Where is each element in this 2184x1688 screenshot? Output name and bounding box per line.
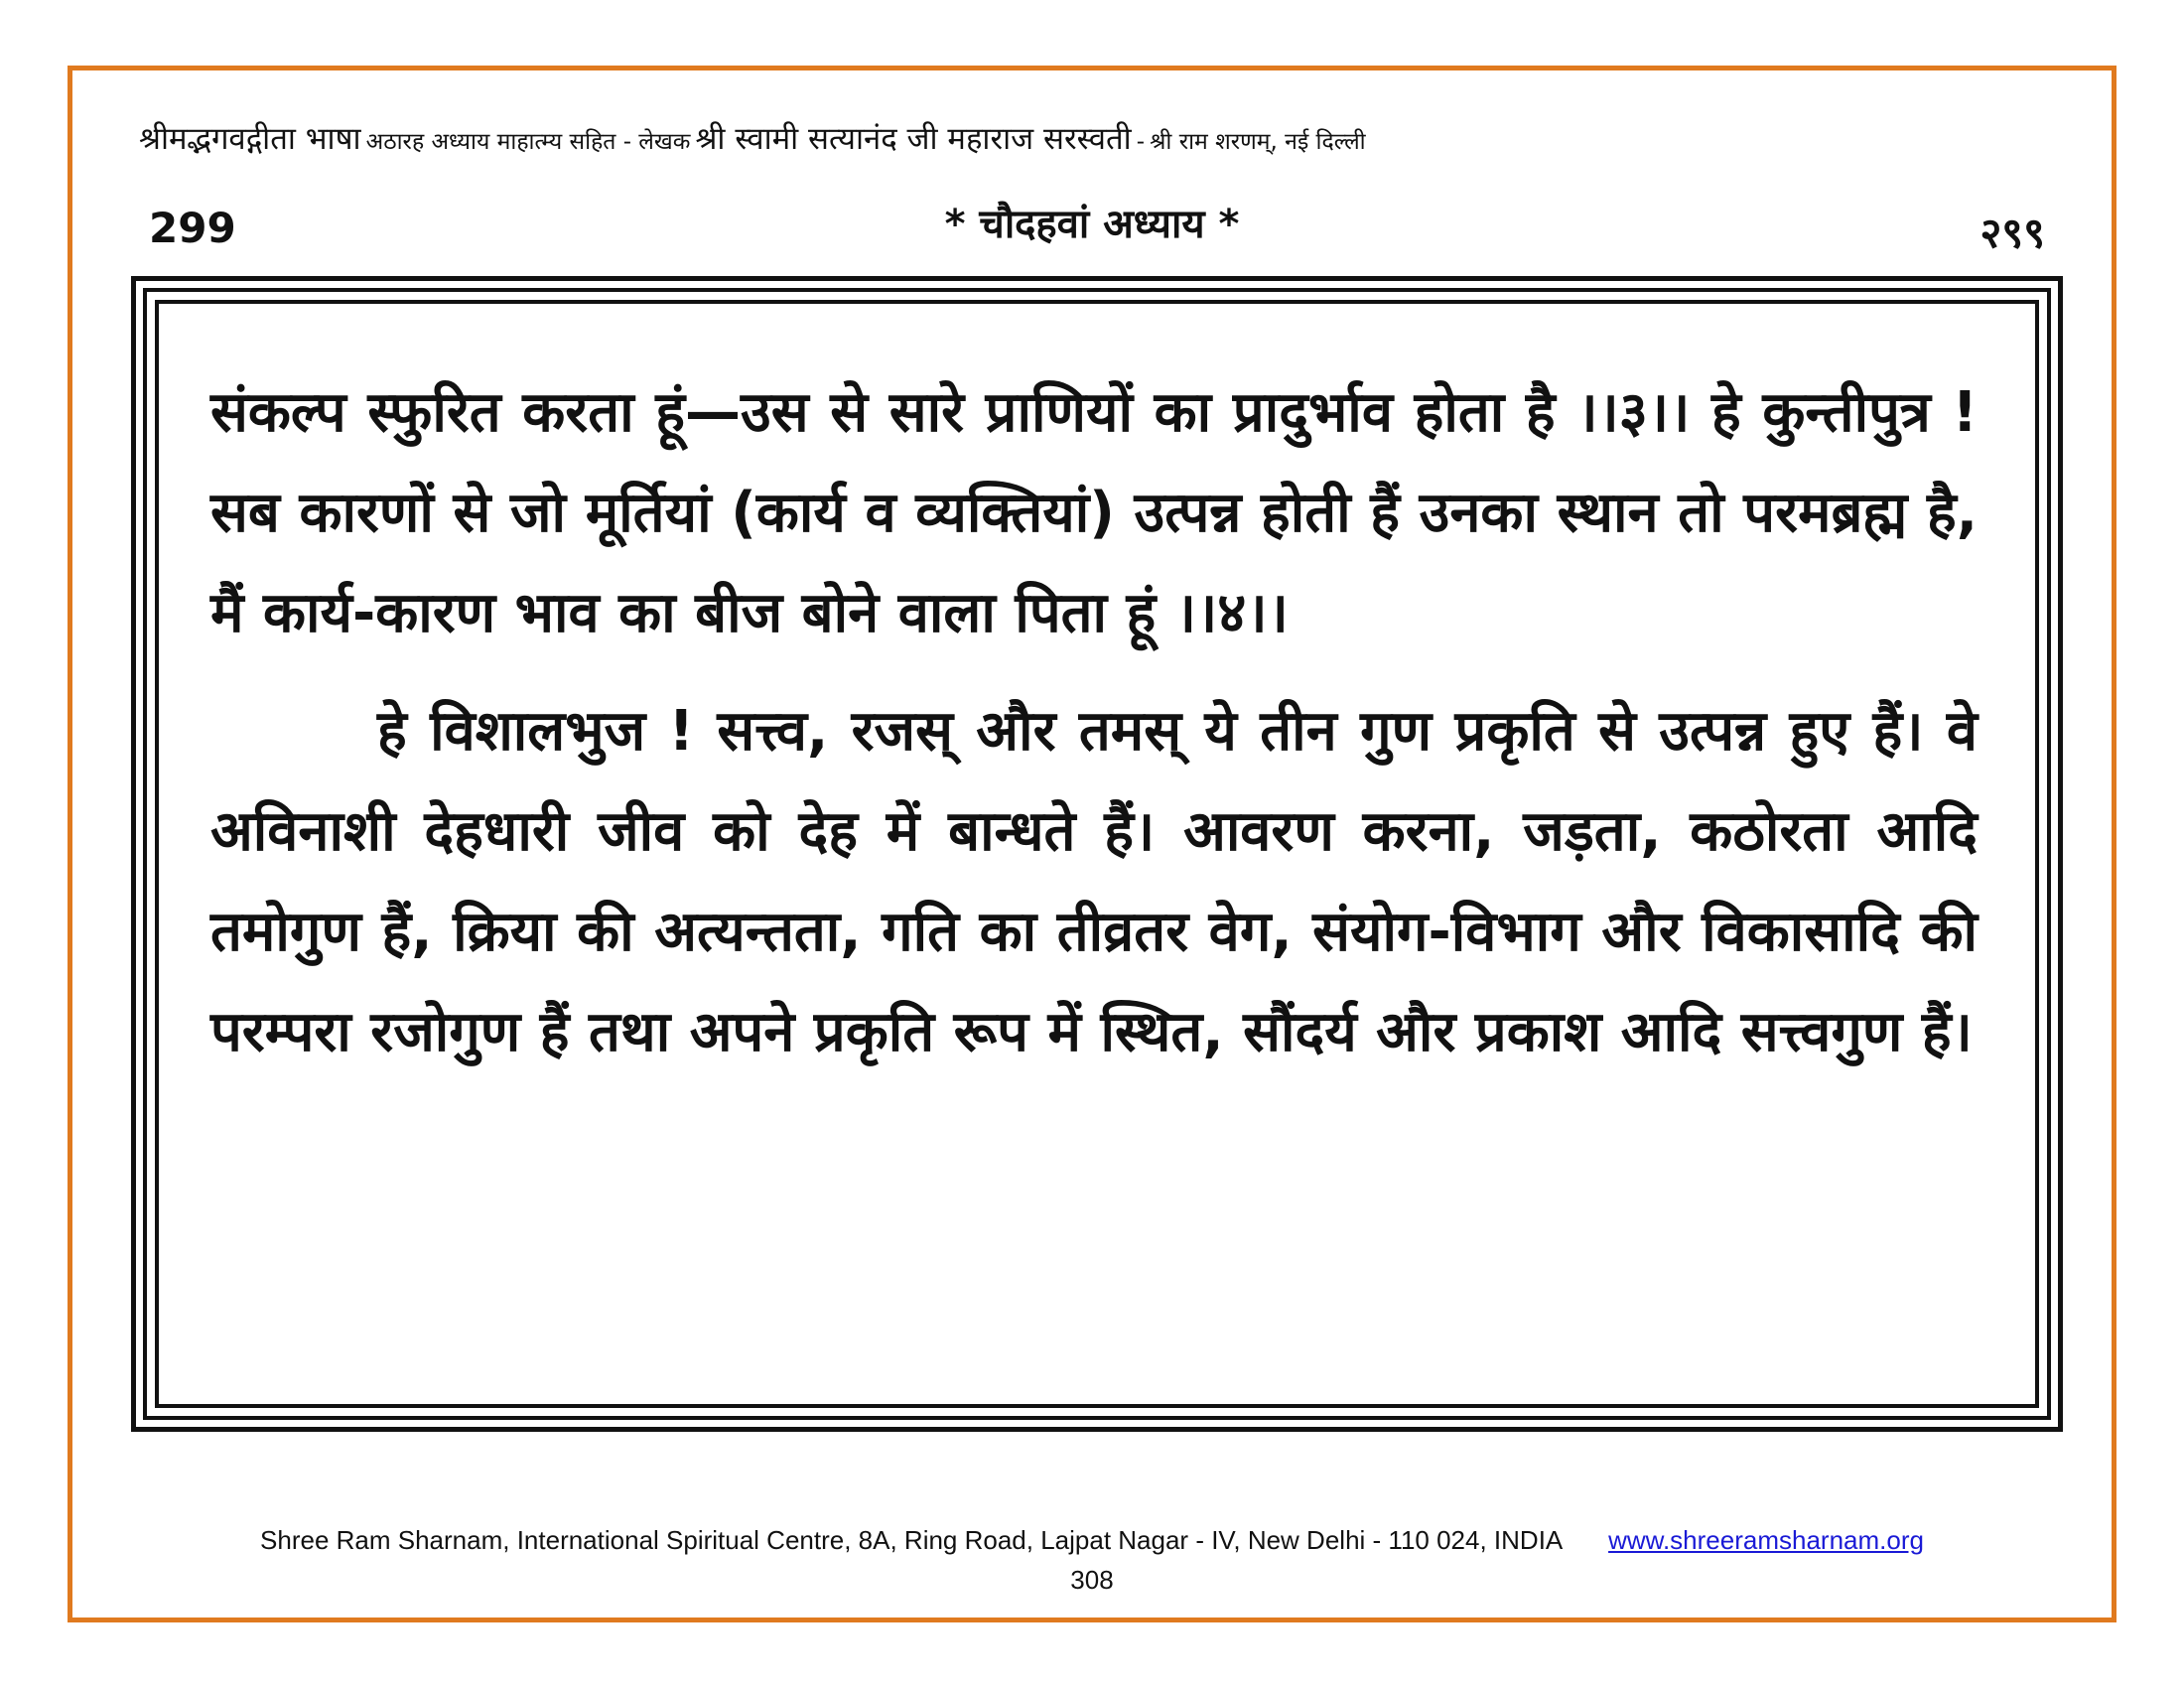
book-publisher: श्री राम शरणम्, नई दिल्ली: [1150, 129, 1366, 155]
page-number-right: २९९: [1979, 209, 2045, 257]
book-header: [139, 117, 2055, 159]
book-title: श्रीमद्भगवद्गीता भाषा: [139, 121, 361, 157]
verse-text-block: [210, 362, 1978, 1082]
chapter-title: * चौदहवां अध्याय *: [944, 202, 1240, 247]
footer-address: Shree Ram Sharnam, International Spiritual Centre, 8A, Ring Road, Lajpat Nagar - IV, New Delhi - 110 024, INDIA: [260, 1525, 1562, 1555]
website-link[interactable]: www.shreeramsharnam.org: [1608, 1525, 1924, 1555]
header-separator: -: [1136, 129, 1146, 155]
footer-page-number: 308: [1070, 1565, 1114, 1595]
verse-paragraph-2: हे विशालभुज ! सत्त्व, रजस् और तमस् ये तीन गुण प्रकृति से उत्पन्न हुए हैं। वे अविनाशी देहधारी जीव को देह में बान्धते हैं। आवरण करना, जड़ता, कठोरता आदि तमोगुण हैं, क्रिया की अत्यन्तता, गति का तीव्रतर वेग, संयोग-विभाग और विकासादि की परम्परा रजोगुण हैं तथा अपने प्रकृति रूप में स्थित, सौंदर्य और प्रकाश आदि सत्त्वगुण हैं।: [210, 699, 1978, 1064]
page-number-left: 299: [149, 204, 236, 252]
verse-paragraph-1: संकल्प स्फुरित करता हूं—उस से सारे प्राणियों का प्रादुर्भाव होता है ।।३।। हे कुन्तीपुत्र ! सब कारणों से जो मूर्तियां (कार्य व व्यक्तियां) उत्पन्न होती हैं उनका स्थान तो परमब्रह्म है, मैं कार्य-कारण भाव का बीज बोने वाला पिता हूं ।।४।।: [210, 380, 1978, 645]
book-subtitle: अठारह अध्याय माहात्म्य सहित - लेखक: [365, 129, 691, 155]
footer: [0, 1525, 2184, 1556]
book-author: श्री स्वामी सत्यानंद जी महाराज सरस्वती: [695, 121, 1132, 157]
